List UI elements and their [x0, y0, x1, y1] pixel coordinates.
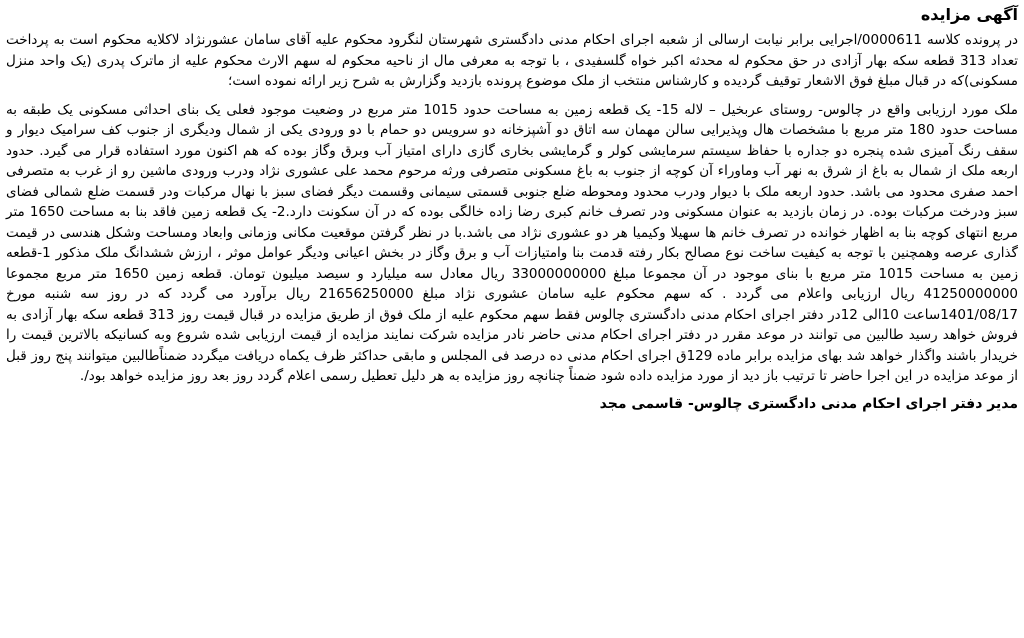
intro-paragraph: در پرونده کلاسه 0000611/اجرایی برابر نیابت ارسالی از شعبه اجرای احکام مدنی دادگستری شهرستان لنگرود محکوم علیه آقای سامان عشورنژاد لاکلایه محکوم است به پرداخت تعداد 313 قطعه سکه بهار آزادی در حق محکوم له محدثه اکبر خواه گلسفیدی ، با توجه به معرفی مال از ناحیه محکوم له سهم الارث محکوم علیه از ماترک پدری (یک واحد منزل مسکونی)که در قبال مبلغ فوق الاشعار توقیف گردیده و کارشناس منتخب از ملک موضوع پرونده بازدید وگزارش به شرح زیر ارائه نموده است؛ [6, 32, 1018, 89]
notice-title: آگهی مزایده [920, 5, 1018, 24]
signature-line: مدیر دفتر اجرای احکام مدنی دادگستری چالوس- قاسمی مجد [599, 395, 1018, 412]
property-description-paragraph: ملک مورد ارزیابی واقع در چالوس- روستای عربخیل – لاله 15- یک قطعه زمین به مساحت حدود 1015 متر مربع در وضعیت موجود فعلی یک بنای احداثی مسکونی یک طبقه به مساحت حدود 180 متر مربع با مشخصات هال وپذیرایی سالن مهمان سه اتاق دو آشپزخانه دو سرویس دو حمام با دو ورودی یکی از شمال ودیگری از جنوب کف سرامیک دیوار و سقف رنگ آمیزی شده پنجره دو جداره با حفاظ سیستم سرمایشی کولر و گرمایشی بخاری گازی دارای امتیاز آب وبرق وگاز بوده که هم اکنون مورد استفاده قرار می گیرد. حدود اربعه ملک از شمال به باغ از شرق به نهر آب وماوراء آن کوچه از جنوب به باغ مسکونی متصرفی ورثه مرحوم محمد علی عشوری نژاد ودرب ورودی ماشین رو از غرب به متصرفی احمد صفری محدود می باشد. حدود اربعه ملک با دیوار ودرب محدود ومحوطه ضلع جنوبی قسمتی سیمانی وقسمت دیگر فضای سبز با نهال مرکبات ودر قسمت ضلع شمالی فضای سبز ودرخت مرکبات بوده. در زمان بازدید به عنوان مسکونی ودر تصرف خانم کبری رضا زاده خالگی بوده که در آن سکونت دارد.2- یک قطعه زمین فاقد بنا به مساحت 1650 متر مربع انتهای کوچه بنا به اظهار خوانده در تصرف خانم ها سهیلا وکیمیا هر دو عشوری نژاد می باشد.با در نظر گرفتن موقعیت مکانی وزمانی وابعاد ومساحت وشکل هندسی در قیمت گذاری عرصه وهمچنین با توجه به کیفیت ساخت نوع مصالح بکار رفته قدمت بنا وامتیازات آب و برق وگاز در بخش اعیانی ودیگر عوامل موثر ، ارزش ششدانگ ملک مذکور 1-قطعه زمین به مساحت 1015 متر مربع با بنای موجود در آن مجموعا مبلغ 33000000000 ریال معادل سه میلیارد و سیصد میلیون تومان. قطعه زمین 1650 متر مربع مجموعا 41250000000 ریال ارزیابی واعلام می گردد . که سهم محکوم علیه سامان عشوری نژاد مبلغ 21656250000 ریال برآورد می گردد که در روز سه شنبه مورخ 1401/08/17ساعت 10الی 12در دفتر اجرای احکام مدنی دادگستری چالوس فقط سهم محکوم علیه از ملک فوق از طریق مزایده در قبال قیمت روز 313 قطعه سکه بهار آزادی به فروش خواهد رسید طالبین می توانند در موعد مقرر در دفتر اجرای احکام مدنی حاضر نادر مزایده شرکت نمایند مزایده از قیمت ارزیابی شده شروع وبه کسانیکه بالاترین قیمت را خریدار باشند واگذار خواهد شد بهای مزایده برابر ماده 129ق اجرای احکام مدنی ده درصد فی المجلس و مابقی حداکثر ظرف یکماه دریافت میگردد ضمناًطالبین میتوانند پنج روز قبل از موعد مزایده در این اجرا حاضر تا ترتیب باز دید از مورد مزایده داده شود ضمناً چنانچه روز مزایده به هر دلیل تعطیل رسمی اعلام گردد روز بعد روز مزایده خواهد بود/. [6, 101, 1019, 384]
